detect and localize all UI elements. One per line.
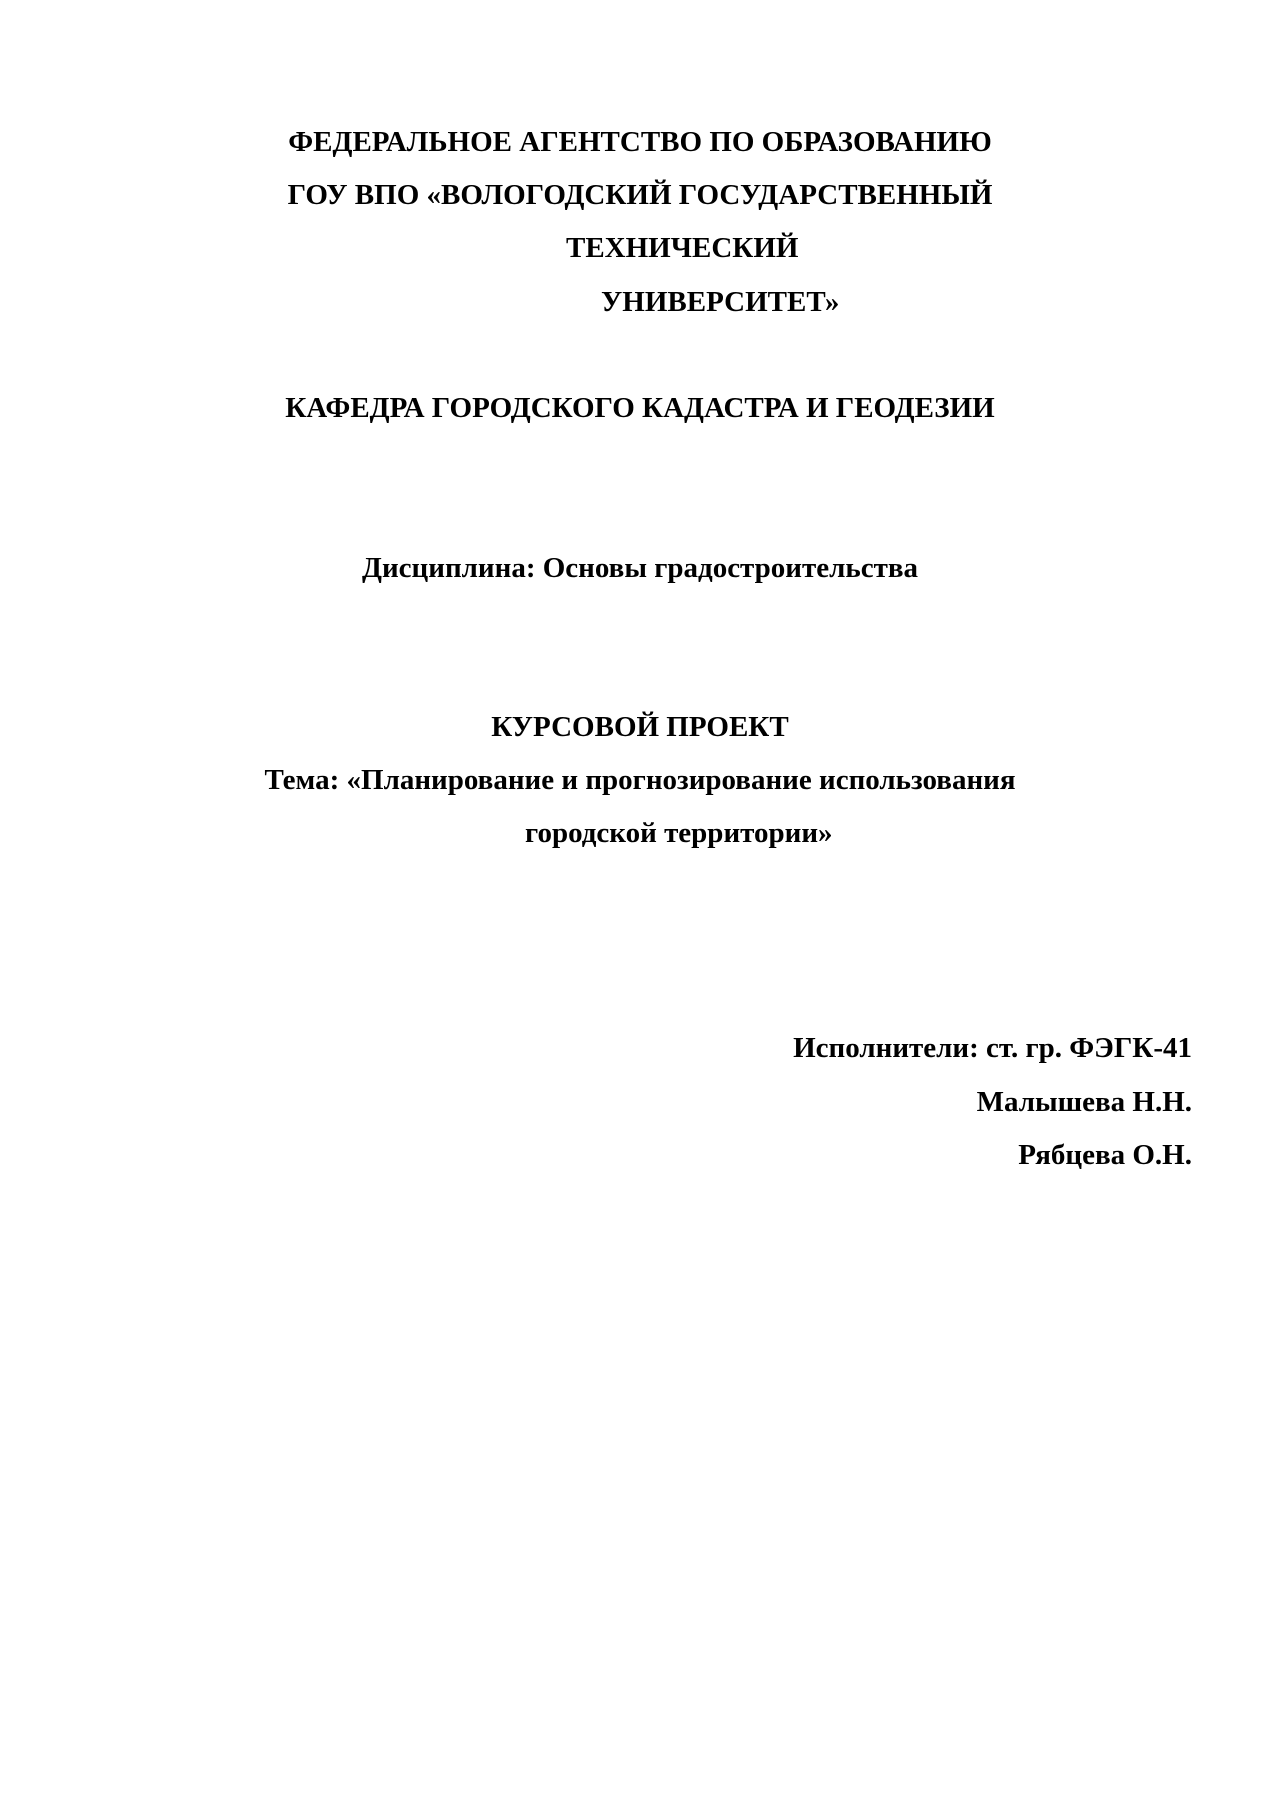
university-name-line-1: ГОУ ВПО «ВОЛОГОДСКИЙ ГОСУДАРСТВЕННЫЙ (287, 179, 993, 211)
department-title: КАФЕДРА ГОРОДСКОГО КАДАСТРА И ГЕОДЕЗИИ (285, 392, 995, 424)
author-name: Рябцева О.Н. (1018, 1139, 1192, 1171)
university-name-line-2: ТЕХНИЧЕСКИЙ (566, 232, 799, 264)
authors-label: Исполнители: ст. гр. ФЭГК-41 (793, 1032, 1192, 1064)
discipline-line: Дисциплина: Основы градостроительства (362, 552, 918, 584)
agency-title: ФЕДЕРАЛЬНОЕ АГЕНТСТВО ПО ОБРАЗОВАНИЮ (288, 126, 992, 158)
project-type-title: КУРСОВОЙ ПРОЕКТ (491, 711, 789, 743)
author-name: Малышева Н.Н. (976, 1086, 1192, 1118)
project-topic-line-2: городской территории» (525, 817, 833, 849)
university-name-line-3: УНИВЕРСИТЕТ» (601, 286, 840, 318)
project-topic-line-1: Тема: «Планирование и прогнозирование использования (264, 764, 1016, 796)
